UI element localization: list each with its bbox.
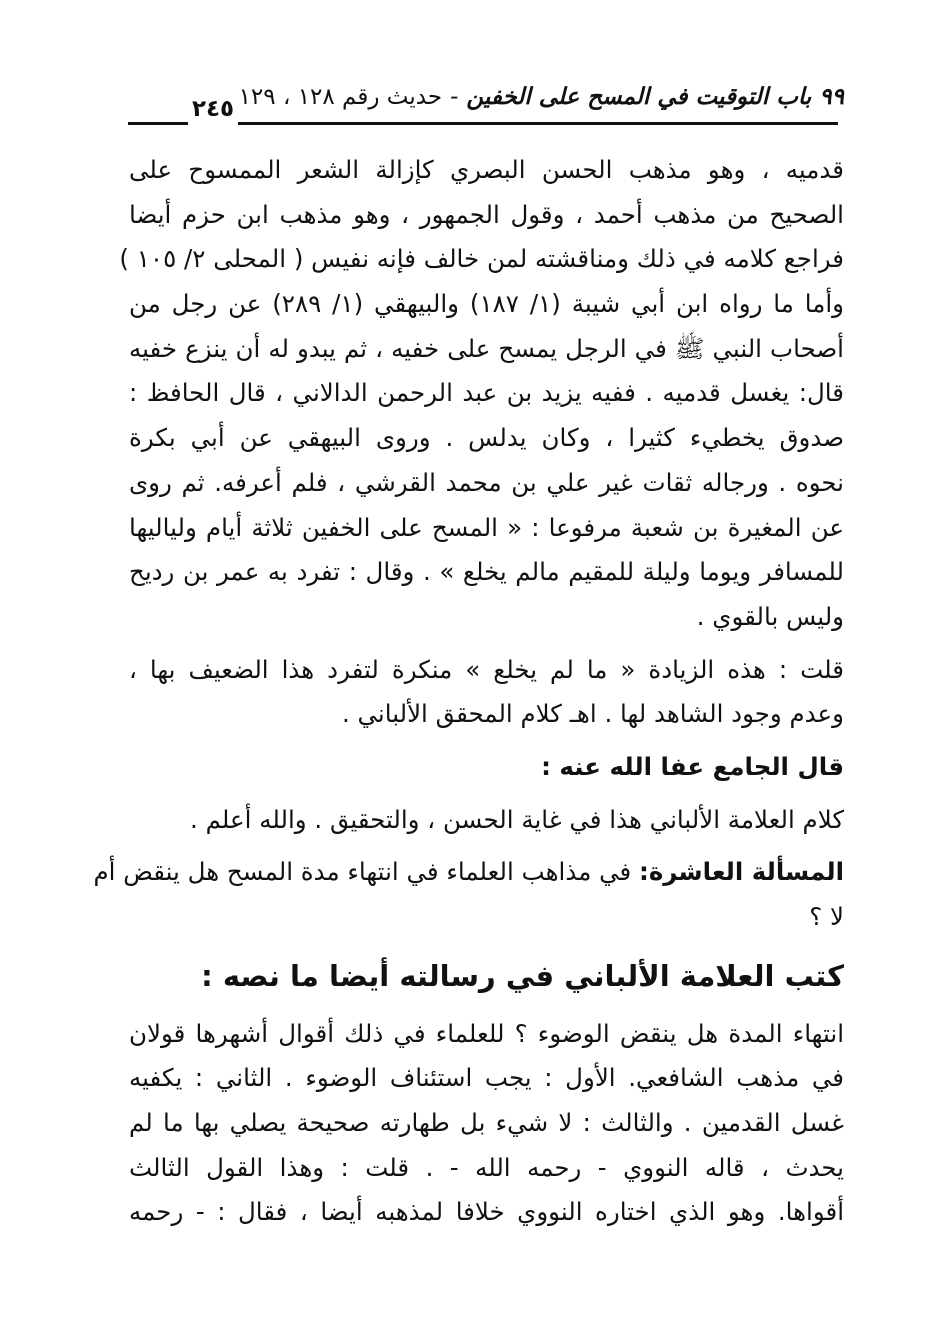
page-number: ٢٤٥ <box>191 96 235 122</box>
text-line: عن المغيرة بن شعبة مرفوعا : « المسح على الخفين ثلاثة أيام ولياليها <box>129 512 844 542</box>
text-line: أصحاب النبي ﷺ في الرجل يمسح على خفيه ، ثم يبدو له أن ينزع خفيه <box>129 333 844 363</box>
header-rule-left <box>128 122 188 125</box>
text-line: قال: يغسل قدميه . ففيه يزيد بن عبد الرحمن الدالاني ، قال الحافظ : <box>129 378 844 408</box>
paragraph-4 <box>129 1012 844 1235</box>
paragraph-2 <box>129 648 844 737</box>
header-rule-right <box>238 122 838 125</box>
text-line: لا ؟ <box>809 902 844 931</box>
text-line: انتهاء المدة هل ينقض الوضوء ؟ للعلماء في ذلك أقوال أشهرها قولان <box>129 1018 844 1048</box>
paragraph-3 <box>129 798 844 843</box>
text-line: الصحيح من مذهب أحمد ، وقول الجمهور ، وهو مذهب ابن حزم أيضا <box>129 199 844 229</box>
text-line: صدوق يخطيء كثيرا ، وكان يدلس . وروى البيهقي عن أبي بكرة <box>129 423 844 453</box>
issue-label: المسألة العاشرة: <box>639 857 844 887</box>
running-head-separator: - <box>450 84 459 110</box>
issue-text: في مذاهب العلماء في انتهاء مدة المسح هل ينقض أم <box>93 857 640 887</box>
text-line: يحدث ، قاله النووي - رحمه الله - . قلت : وهذا القول الثالث <box>129 1152 844 1182</box>
text-line: وليس بالقوي . <box>696 601 844 631</box>
text-line: للمسافر ويوما وليلة للمقيم مالم يخلع » . وقال : تفرد به عمر بن رديح <box>129 557 844 587</box>
text-line: قدميه ، وهو مذهب الحسن البصري كإزالة الشعر الممسوح على <box>129 155 844 184</box>
issue-paragraph <box>93 850 844 939</box>
major-heading: كتب العلامة الألباني في رسالته أيضا ما نصه : <box>201 958 844 993</box>
chapter-title: ٩٩ باب التوقيت في المسح على الخفين <box>466 84 844 110</box>
paragraph-1 <box>119 148 844 640</box>
text-line: وعدم وجود الشاهد لها . اهـ كلام المحقق الألباني . <box>341 699 844 729</box>
page-body <box>93 148 844 1235</box>
text-line: وأما ما رواه ابن أبي شيبة (١/ ١٨٧) والبيهقي (١/ ٢٨٩) عن رجل من <box>129 289 844 319</box>
text-line <box>93 850 844 895</box>
text-line: نحوه . ورجاله ثقات غير علي بن محمد القرشي ، فلم أعرفه. ثم روى <box>129 467 844 497</box>
text-line: أقواها. وهو الذي اختاره النووي خلافا لمذهبه أيضا ، فقال : - رحمه <box>129 1197 844 1227</box>
hadith-numbers: حديث رقم ١٢٨ ، ١٢٩ <box>238 84 443 110</box>
text-line: في مذهب الشافعي. الأول : يجب استئناف الوضوء . الثاني : يكفيه <box>129 1063 844 1093</box>
text-line: كلام العلامة الألباني هذا في غاية الحسن ، والتحقيق . والله أعلم . <box>190 804 844 834</box>
section-heading: قال الجامع عفا الله عنه : <box>541 751 844 781</box>
text-line: فراجع كلامه في ذلك ومناقشته لمن خالف فإنه نفيس ( المحلى ٢/ ١٠٥ ) <box>119 244 844 274</box>
text-line: قلت : هذه الزيادة « ما لم يخلع » منكرة لتفرد هذا الضعيف بها ، <box>129 654 844 684</box>
text-line: غسل القدمين . والثالث : لا شيء بل طهارته صحيحة يصلي بها ما لم <box>129 1108 844 1138</box>
